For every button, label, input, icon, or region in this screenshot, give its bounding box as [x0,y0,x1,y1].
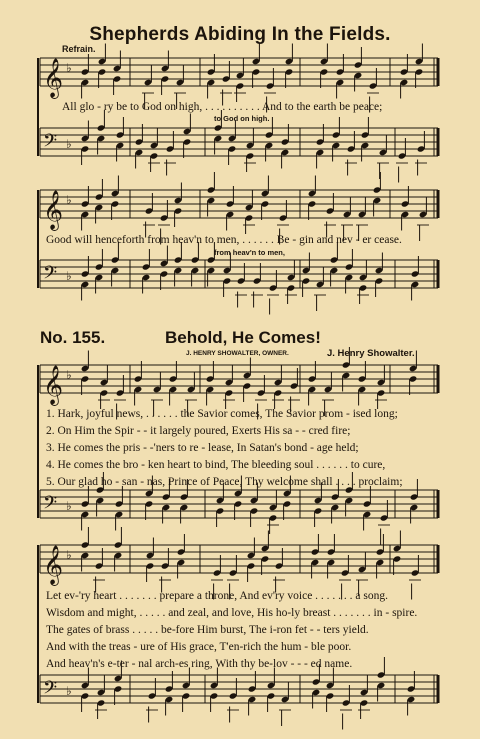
verse-line: 5. Our glad ho - san - nas, Prince of Peace, Thy welcome shall . . . . proclaim; [46,476,403,488]
hymn-number: No. 155. [40,328,106,347]
svg-text:♭: ♭ [66,193,72,207]
svg-text:𝄞: 𝄞 [43,58,64,98]
verse-line: Wisdom and might, . . . . . and zeal, and love, His ho-ly breast . . . . . . . in - spire. [46,607,418,619]
svg-text:𝄢: 𝄢 [43,131,58,156]
small-lyric-cue: to God on high. [214,114,270,123]
svg-text:𝄢: 𝄢 [43,493,58,518]
svg-text:♭: ♭ [66,684,72,698]
hymn-title: Shepherds Abiding In the Fields. [89,24,391,45]
svg-text:♭: ♭ [66,269,72,283]
svg-text:𝄞: 𝄞 [43,365,64,405]
lyric-line: Good will henceforth from heav'n to men, . . . . . . Be - gin and nev - er cease. [46,234,402,246]
svg-text:♭: ♭ [66,368,72,382]
svg-text:𝄞: 𝄞 [43,545,64,585]
hymn-title: Behold, He Comes! [165,328,321,347]
svg-text:𝄢: 𝄢 [43,678,58,703]
svg-text:𝄞: 𝄞 [43,190,64,230]
verse-line: 1. Hark, joyful news, . . . . . . the Savior comes, The Savior prom - ised long; [46,408,398,420]
svg-text:𝄢: 𝄢 [43,263,58,288]
verse-line: The gates of brass . . . . . be-fore Him burst, The i-ron fet - - ters yield. [46,624,369,636]
section-label: Refrain. [62,44,96,54]
verse-line: 4. He comes the bro - ken heart to bind, The bleeding soul . . . . . . to cure, [46,459,386,471]
svg-text:♭: ♭ [66,137,72,151]
copyright-owner: J. HENRY SHOWALTER, OWNER. [186,350,289,357]
verse-line: Let ev-'ry heart . . . . . . . prepare a throne, And ev'ry voice . . . . . . . a song. [46,590,389,602]
lyric-line: All glo - ry be to God on high, . . . . . . . . . . And to the earth be peace; [62,101,383,113]
composer: J. Henry Showalter. [327,348,415,359]
verse-line: 3. He comes the pris - -'ners to re - lease, In Satan's bond - age held; [46,442,359,454]
verse-line: And with the treas - ure of His grace, T'en-rich the hum - ble poor. [46,641,352,653]
small-lyric-cue: from heav'n to men, [214,248,285,257]
svg-text:♭: ♭ [66,499,72,513]
verse-line: And heav'n's e-ter - nal arch-es ring, With thy be-lov - - - ed name. [46,658,353,670]
svg-text:♭: ♭ [66,548,72,562]
verse-line: 2. On Him the Spir - - it largely poured, Exerts His sa - - cred fire; [46,425,351,437]
svg-text:♭: ♭ [66,61,72,75]
